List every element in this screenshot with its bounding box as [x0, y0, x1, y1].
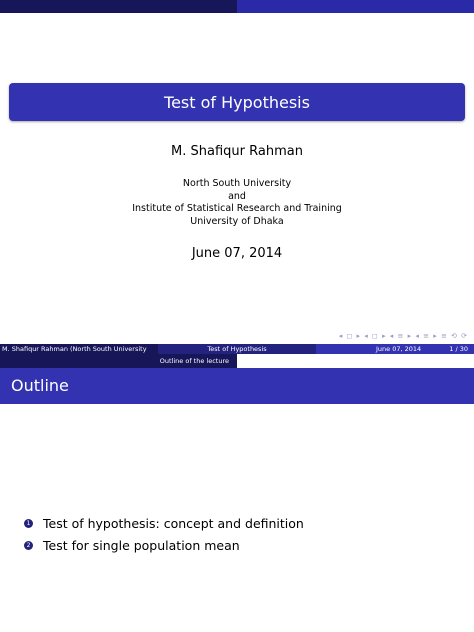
list-item-text: Test of hypothesis: concept and definition	[43, 515, 304, 531]
outline-list	[24, 512, 304, 556]
header-bar-left	[0, 0, 237, 13]
list-item	[24, 534, 304, 556]
presentation-title: Test of Hypothesis	[9, 83, 465, 121]
footer-title: Test of Hypothesis	[158, 344, 316, 354]
institution-line: University of Dhaka	[190, 215, 284, 227]
institution-line: North South University	[182, 178, 292, 189]
header-bar-right	[237, 0, 474, 13]
author-name: M. Shafiqur Rahman	[171, 144, 303, 159]
section-nav-blank	[237, 354, 474, 368]
footer-author: M. Shafiqur Rahman (North South University	[0, 344, 158, 354]
outline-slide	[0, 354, 474, 632]
footer-right	[316, 344, 474, 354]
numbered-bullet-icon: 2	[24, 541, 33, 550]
numbered-bullet-icon: 1	[24, 519, 33, 528]
institution-line: and	[228, 190, 246, 202]
footer-bar	[0, 344, 474, 354]
list-item	[24, 512, 304, 534]
footer-date: June 07, 2014	[376, 345, 422, 353]
presentation-date: June 07, 2014	[191, 246, 283, 261]
institution-line: Institute of Statistical Research and Training	[132, 203, 342, 214]
navigation-symbols-icon[interactable]: ◂ ◻ ▸ ◂ ◻ ▸ ◂ ≡ ▸ ◂ ≡ ▸ ≡ ⟲ ⟳	[338, 332, 468, 340]
footer-page-number: 1 / 30	[449, 345, 468, 353]
list-item-text: Test for single population mean	[43, 537, 240, 553]
header-bar	[0, 0, 474, 13]
section-nav-item[interactable]: Outline of the lecture	[0, 354, 237, 368]
frame-title: Outline	[0, 368, 474, 404]
section-nav-bar	[0, 354, 474, 368]
institution-block	[0, 178, 474, 228]
